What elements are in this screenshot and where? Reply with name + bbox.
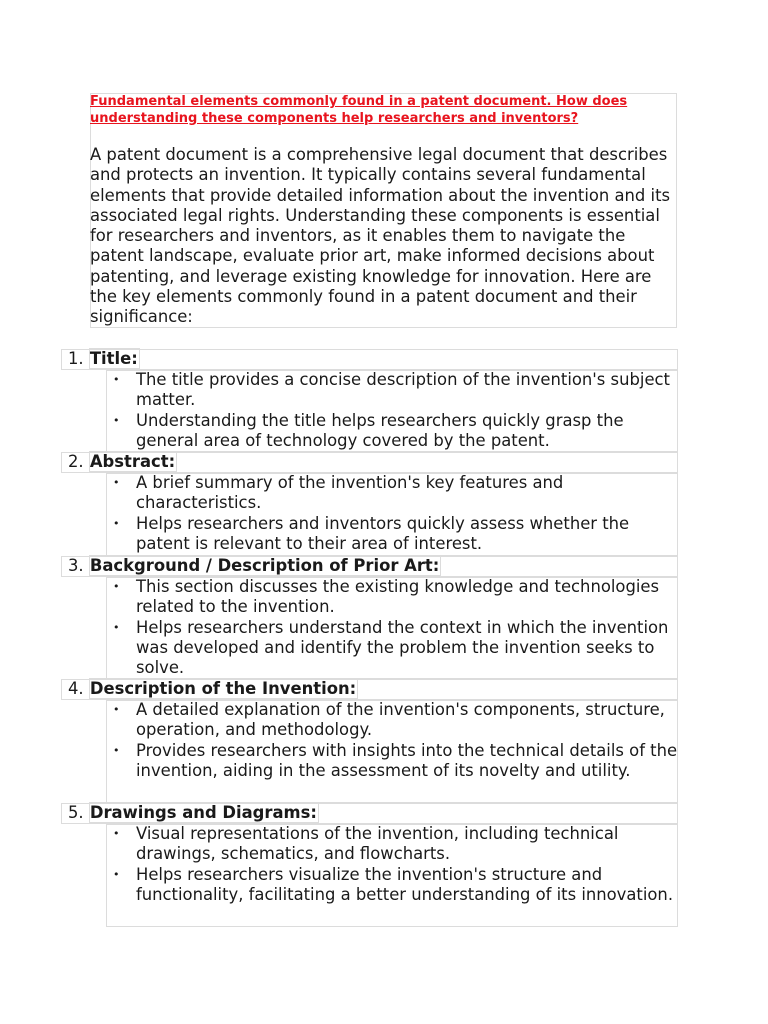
item-number: 5. <box>68 803 84 822</box>
list-item <box>112 370 678 411</box>
bullet-icon: • <box>113 516 120 530</box>
item-title: Title: <box>89 349 138 368</box>
list-item <box>112 514 678 555</box>
list-item <box>112 411 678 452</box>
bullet-text: Helps researchers visualize the invention's structure and functionality, facilitating a better understanding of its innovation. <box>136 864 674 904</box>
item-1-heading <box>68 348 140 369</box>
item-title: Drawings and Diagrams: <box>89 803 317 822</box>
item-3-heading <box>68 555 441 576</box>
item-2-heading <box>68 451 177 472</box>
item-3-bullets <box>112 577 678 678</box>
bullet-icon: • <box>113 413 120 427</box>
bullet-text: Helps researchers and inventors quickly assess whether the patent is relevant to their area of interest. <box>136 513 630 553</box>
bullet-text: The title provides a concise description of the invention's subject matter. <box>136 370 670 410</box>
bullet-text: Helps researchers understand the context in which the invention was developed and identify the problem the invention seeks to solve. <box>136 617 669 678</box>
list-item <box>112 824 678 865</box>
bullet-icon: • <box>113 867 120 881</box>
item-title: Background / Description of Prior Art: <box>89 556 440 575</box>
item-number: 1. <box>68 349 84 368</box>
item-title: Abstract: <box>89 452 176 471</box>
bullet-text: Provides researchers with insights into the technical details of the invention, aiding in the assessment of its novelty and utility. <box>136 740 678 780</box>
item-5-heading <box>68 802 319 823</box>
list-item <box>112 700 678 741</box>
bullet-icon: • <box>113 620 120 634</box>
item-1-bullets <box>112 370 678 451</box>
item-number: 4. <box>68 679 84 698</box>
bullet-icon: • <box>113 827 120 840</box>
item-4-heading <box>68 678 358 699</box>
item-5-bullets <box>112 824 678 905</box>
item-2-bullets <box>112 473 678 554</box>
item-number: 3. <box>68 556 84 575</box>
item-number: 2. <box>68 452 84 471</box>
question-heading: Fundamental elements commonly found in a patent document. How does understanding these components help researchers and inventors? <box>90 94 628 126</box>
list-item <box>112 741 678 782</box>
list-item <box>112 865 678 906</box>
bullet-icon: • <box>113 373 120 386</box>
item-title: Description of the Invention: <box>89 679 357 698</box>
bullet-icon: • <box>113 743 120 757</box>
list-item <box>112 618 678 679</box>
bullet-text: Visual representations of the invention, including technical drawings, schematics, and flowcharts. <box>136 824 619 864</box>
bullet-text: A brief summary of the invention's key features and characteristics. <box>136 473 564 513</box>
bullet-text: A detailed explanation of the invention's components, structure, operation, and methodology. <box>136 700 665 740</box>
item-1-row <box>61 349 678 370</box>
bullet-text: Understanding the title helps researchers quickly grasp the general area of technology covered by the patent. <box>136 410 624 450</box>
bullet-icon: • <box>113 703 120 716</box>
item-4-bullets <box>112 700 678 781</box>
list-item <box>112 473 678 514</box>
list-item <box>112 577 678 618</box>
bullet-text: This section discusses the existing knowledge and technologies related to the invention. <box>136 577 660 617</box>
bullet-icon: • <box>113 476 120 489</box>
bullet-icon: • <box>113 580 120 593</box>
intro-paragraph: A patent document is a comprehensive legal document that describes and protects an invention. It typically contains several fundamental elements that provide detailed information about the invention and its associated legal rights. Understanding these components is essential for researchers and inventors, as it enables them to navigate the patent landscape, evaluate prior art, make informed decisions about patenting, and leverage existing knowledge for innovation. Here are the key elements commonly found in a patent document and their significance: <box>90 145 671 327</box>
